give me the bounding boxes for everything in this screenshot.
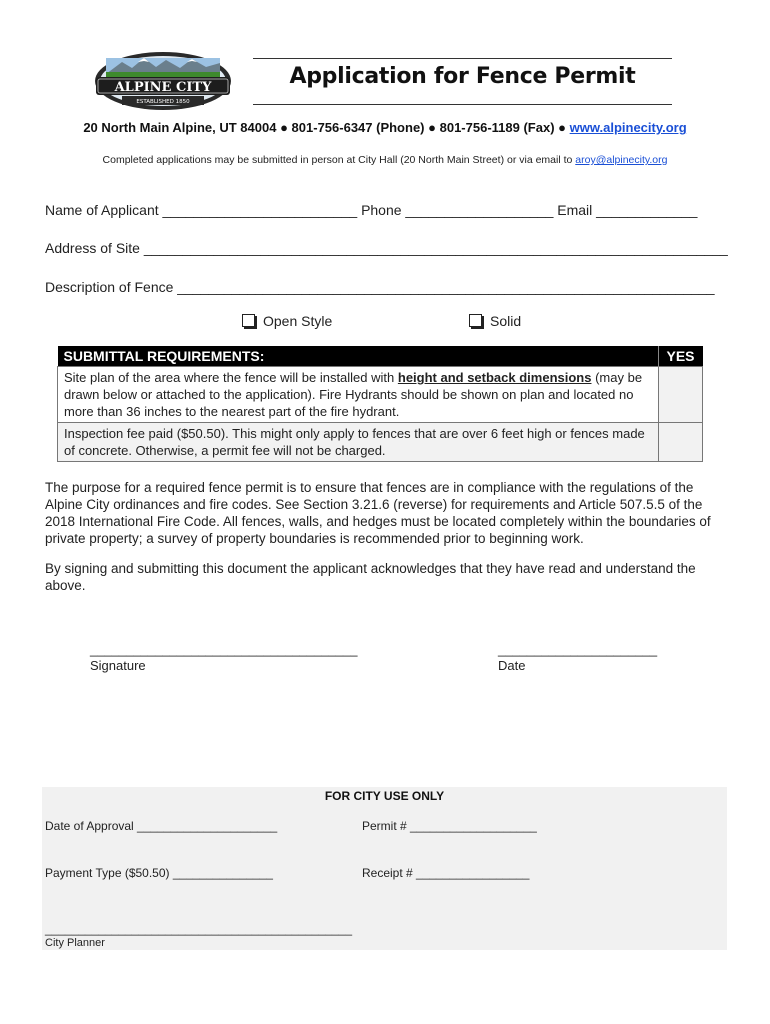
solid-option[interactable] — [469, 313, 521, 329]
receipt-number-field[interactable]: Receipt # _________________ — [362, 866, 530, 880]
acknowledgement-paragraph: By signing and submitting this document the applicant acknowledges that they have read and understand the above. — [45, 561, 696, 593]
applicant-email-field[interactable]: Email _____________ — [557, 202, 698, 218]
requirement-inspection-fee — [58, 423, 659, 462]
website-link[interactable]: www.alpinecity.org — [569, 120, 687, 135]
checkbox-icon[interactable] — [469, 314, 482, 327]
requirement-text: Site plan of the area where the fence will be installed with — [64, 370, 398, 385]
open-style-option[interactable] — [242, 313, 332, 329]
submittal-requirements-table — [57, 346, 703, 462]
applicant-phone-field[interactable]: Phone ___________________ — [361, 202, 554, 218]
requirement-emphasis: height and setback dimensions — [397, 370, 592, 385]
city-planner-label: City Planner — [45, 937, 105, 949]
payment-type-field[interactable]: Payment Type ($50.50) _______________ — [45, 866, 273, 880]
date-line[interactable]: ______________________ — [498, 642, 658, 657]
requirements-header: SUBMITTAL REQUIREMENTS: — [58, 346, 659, 367]
solid-label: Solid — [490, 313, 522, 329]
bullet-separator: ● — [558, 120, 567, 135]
site-address-field[interactable]: Address of Site ___________________________________________________________________________ — [45, 240, 728, 256]
fence-description-field[interactable]: Description of Fence _____________________________________________________________________ — [45, 279, 715, 295]
requirement-text: Inspection fee paid ($50.50). This might only apply to fences that are over 6 feet high or fences made of concrete. Otherwise, a permit fee will not be charged. — [64, 426, 645, 458]
page-title: Application for Fence Permit — [289, 64, 636, 89]
date-of-approval-field[interactable]: Date of Approval _____________________ — [45, 819, 278, 833]
requirement-row — [58, 367, 703, 423]
bullet-separator: ● — [280, 120, 288, 135]
submission-note-text: Completed applications may be submitted in person at City Hall (20 North Main Street) or via email to — [102, 154, 573, 166]
email-link[interactable]: aroy@alpinecity.org — [575, 154, 668, 166]
requirement-text: (may be drawn below or attached to the application). Fire Hydrants should be shown on plan and located no more than 36 inches to the nearest part of the fire hydrant. — [64, 370, 643, 419]
permit-number-field[interactable]: Permit # ___________________ — [362, 819, 537, 833]
yes-checkbox-cell[interactable] — [658, 367, 703, 423]
title-rule-bottom — [253, 104, 672, 105]
contact-line — [0, 120, 770, 135]
signature-line[interactable]: _____________________________________ — [90, 642, 358, 657]
purpose-paragraph: The purpose for a required fence permit is to ensure that fences are in compliance with the regulations of the Alpine City ordinances and fire codes. See Section 3.21.6 (reverse) for requirements and Article 507.5.5 of the 2018 International Fire Code. All fences, walls, and hedges must be located completely within the boundaries of private property; a survey of property boundaries is recommended prior to beginning work. — [45, 480, 711, 546]
requirement-site-plan — [58, 367, 659, 423]
city-phone: 801-756-6347 (Phone) — [291, 120, 425, 135]
title-rule-top — [253, 58, 672, 59]
date-label: Date — [498, 658, 526, 673]
requirement-row — [58, 423, 703, 462]
logo-tagline: ESTABLISHED 1850 — [136, 99, 190, 105]
applicant-row — [45, 202, 697, 218]
alpine-city-logo — [92, 50, 234, 112]
logo-name: ALPINE CITY — [114, 80, 212, 95]
city-address: 20 North Main Alpine, UT 84004 — [83, 120, 277, 135]
city-planner-line[interactable]: ______________________________________________ — [45, 922, 352, 936]
city-fax: 801-756-1189 (Fax) — [439, 120, 555, 135]
bullet-separator: ● — [428, 120, 436, 135]
checkbox-icon[interactable] — [242, 314, 255, 327]
applicant-name-field[interactable]: Name of Applicant _________________________ — [45, 202, 358, 218]
yes-header: YES — [658, 346, 703, 367]
open-style-label: Open Style — [263, 313, 333, 329]
submission-note — [0, 154, 770, 166]
signature-label: Signature — [90, 658, 146, 673]
city-use-heading: FOR CITY USE ONLY — [324, 789, 445, 803]
yes-checkbox-cell[interactable] — [658, 423, 703, 462]
